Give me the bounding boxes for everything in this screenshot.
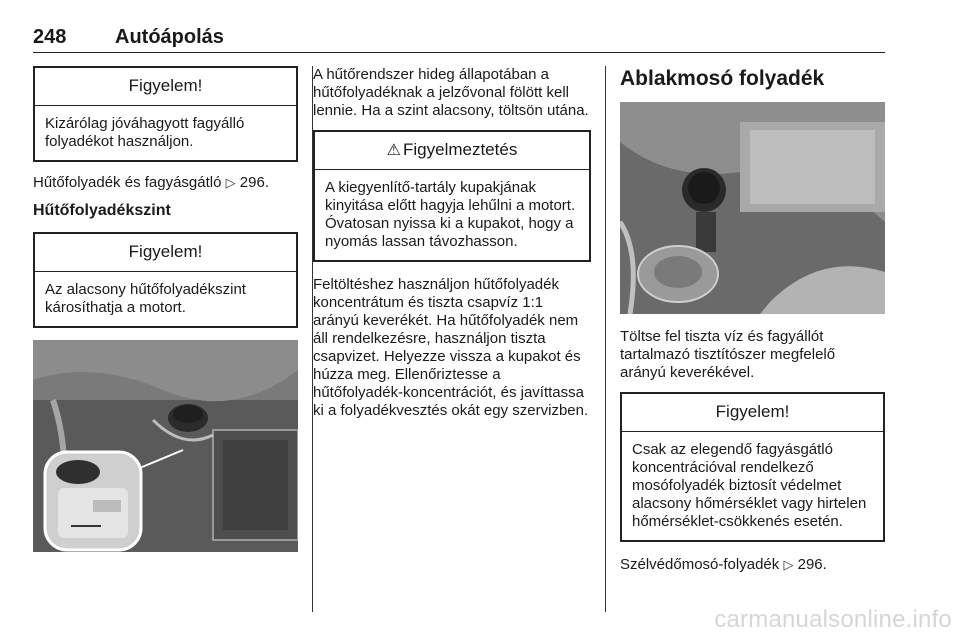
page-number: 248 <box>33 26 67 48</box>
warning-box-pressure <box>313 130 591 262</box>
warning-title: Figyelmeztetés <box>403 140 518 159</box>
reference-page: 296. <box>239 174 269 191</box>
watermark: carmanualsonline.info <box>714 606 952 633</box>
paragraph-coolant-check: A hűtőrendszer hideg állapotában a hűtőfolyadéknak a jelzővonal fölött kell lennie. Ha a szint alacsony, töltsön utána. <box>313 66 589 119</box>
notice-title: Figyelem! <box>622 394 883 432</box>
warning-text: A kiegyenlítő-tartály kupakjának kinyitása előtt hagyja lehűlni a motort. Óvatosan nyissa ki a kupakot, hogy a nyomás lassan távozhasson. <box>325 179 576 250</box>
column-right <box>620 66 885 584</box>
column-middle <box>313 66 591 430</box>
warning-triangle-icon: ⚠ <box>386 142 401 159</box>
notice-text: Csak az elegendő fagyásgátló koncentrációval rendelkező mosófolyadék biztosít védelmet alacsony hőmérséklet vagy hirtelen hőmérséklet-csökkenés esetén. <box>632 441 867 530</box>
reference-text: Hűtőfolyadék és fagyásgátló <box>33 174 222 191</box>
page-reference-icon: ▷ <box>225 175 236 190</box>
page-reference-icon: ▷ <box>783 557 794 572</box>
reference-page: 296. <box>797 556 827 573</box>
column-divider <box>605 66 606 612</box>
paragraph-washer-fill: Töltse fel tiszta víz és fagyállót tartalmazó tisztítószer megfelelő arányú keverékével. <box>620 328 836 381</box>
notice-text: Kizárólag jóváhagyott fagyálló folyadékot használjon. <box>45 115 245 150</box>
section-title: Autóápolás <box>115 26 224 48</box>
cross-reference-coolant[interactable] <box>33 174 298 192</box>
notice-text: Az alacsony hűtőfolyadékszint károsíthatja a motort. <box>45 281 246 316</box>
notice-box-antifreeze <box>33 66 298 162</box>
notice-title: Figyelem! <box>35 68 296 106</box>
page-header <box>33 22 885 53</box>
reference-text: Szélvédőmosó-folyadék <box>620 556 780 573</box>
heading-washer-fluid: Ablakmosó folyadék <box>620 67 825 90</box>
paragraph-refill-instructions: Feltöltéshez használjon hűtőfolyadék koncentrátum és tiszta csapvíz 1:1 arányú keverékét. Ha hűtőfolyadék nem áll rendelkezésre, használjon tiszta csapvizet. Helyezze vissza a kupakot és húzza meg. Ellenőriztesse a hűtőfolyadék-koncentrációt, és javíttassa ki a folyadékvesztés okát egy szervizben. <box>313 276 589 419</box>
column-left <box>33 66 298 552</box>
warning-header <box>315 132 589 170</box>
notice-title: Figyelem! <box>35 234 296 272</box>
coolant-reservoir-photo <box>33 340 298 552</box>
notice-box-washer <box>620 392 885 542</box>
cross-reference-washer[interactable] <box>620 556 885 574</box>
washer-reservoir-photo <box>620 102 885 314</box>
notice-box-low-coolant <box>33 232 298 328</box>
subheading-coolant-level: Hűtőfolyadékszint <box>33 202 171 219</box>
